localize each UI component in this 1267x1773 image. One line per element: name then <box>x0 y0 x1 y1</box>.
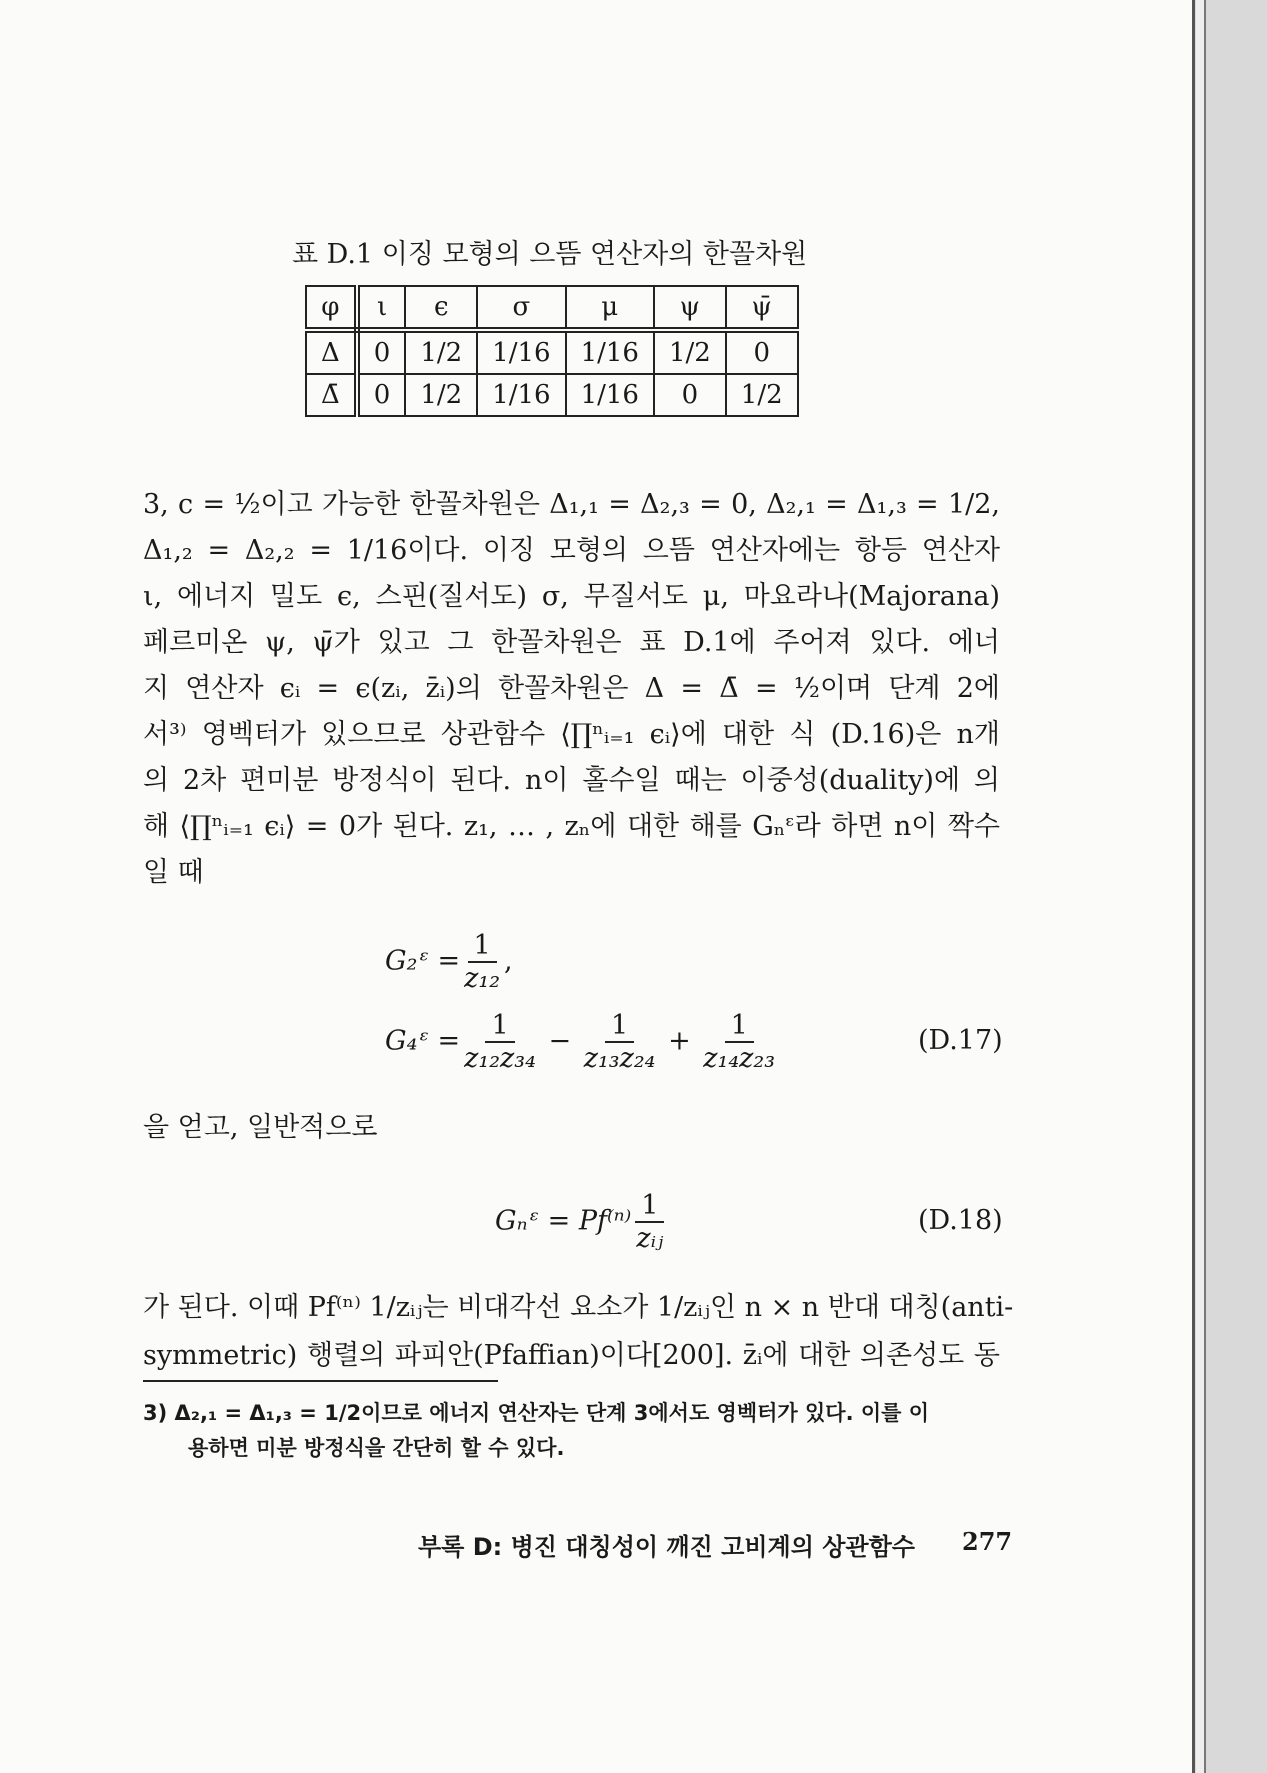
header-cell: ι <box>357 286 406 330</box>
text-line: ι, 에너지 밀도 ϵ, 스핀(질서도) σ, 무질서도 μ, 마요라나(Majorana) <box>143 581 1000 612</box>
text-line: 지 연산자 ϵᵢ = ϵ(zᵢ, z̄ᵢ)의 한꼴차원은 Δ = Δ̄ = ½이며 단계 2에 <box>143 673 1000 704</box>
text-line: 일 때 <box>143 857 204 888</box>
header-cell: σ <box>477 286 565 330</box>
eq-lhs: Gₙᵋ = Pf⁽ⁿ⁾ <box>495 1205 632 1237</box>
cell: 0 <box>357 330 406 374</box>
text-line: 서³⁾ 영벡터가 있으므로 상관함수 ⟨∏ⁿᵢ₌₁ ϵᵢ⟩에 대한 식 (D.16)은 n개 <box>143 719 1000 750</box>
cell: 1/16 <box>566 330 654 374</box>
header-cell: ψ <box>654 286 726 330</box>
text-line: 의 2차 편미분 방정식이 된다. n이 홀수일 때는 이중성(duality)에 의 <box>143 765 1000 796</box>
cell: 1/2 <box>726 374 798 416</box>
equation-label: (D.18) <box>918 1205 1003 1236</box>
text-line: 가 된다. 이때 Pf⁽ⁿ⁾ 1/zᵢⱼ는 비대각선 요소가 1/zᵢⱼ인 n × n 반대 대칭(anti- <box>143 1292 1014 1323</box>
header-cell: φ <box>306 286 357 330</box>
text-line: 해 ⟨∏ⁿᵢ₌₁ ϵᵢ⟩ = 0가 된다. z₁, … , zₙ에 대한 해를 Gₙᵋ라 하면 n이 짝수 <box>143 811 1000 842</box>
text-line: 을 얻고, 일반적으로 <box>143 1112 378 1143</box>
cell: 0 <box>357 374 406 416</box>
text-line: 페르미온 ψ, ψ̄가 있고 그 한꼴차원은 표 D.1에 주어져 있다. 에너 <box>143 627 1000 658</box>
dimension-table <box>305 285 799 417</box>
table-caption: 표 D.1 이징 모형의 으뜸 연산자의 한꼴차원 <box>292 239 808 270</box>
cell: 1/16 <box>477 330 565 374</box>
header-cell: ϵ <box>405 286 477 330</box>
denominator: zᵢⱼ <box>636 1223 664 1254</box>
footnote-line: 3) Δ₂,₁ = Δ₁,₃ = 1/2이므로 에너지 연산자는 단계 3에서도 영벡터가 있다. 이를 이 <box>143 1401 930 1425</box>
eq-lhs: G₄ᵋ = <box>385 1025 461 1057</box>
text-line: 3, c = ½이고 가능한 한꼴차원은 Δ₁,₁ = Δ₂,₃ = 0, Δ₂,₁ = Δ₁,₃ = 1/2, <box>143 489 1000 520</box>
row-label: Δ <box>306 330 357 374</box>
comma: , <box>504 945 513 977</box>
row-label: Δ̄ <box>306 374 357 416</box>
cell: 1/2 <box>654 330 726 374</box>
equation-g2 <box>385 930 513 994</box>
equation-label: (D.17) <box>918 1025 1003 1056</box>
header-cell: μ <box>566 286 654 330</box>
numerator: 1 <box>725 1010 754 1043</box>
page-number: 277 <box>962 1527 1013 1556</box>
text-line: symmetric) 행렬의 파피안(Pfaffian)이다[200]. z̄ᵢ에 대한 의존성도 동 <box>143 1340 1000 1371</box>
equation-d18 <box>495 1190 668 1254</box>
numerator: 1 <box>635 1190 664 1223</box>
header-cell: ψ̄ <box>726 286 798 330</box>
page-edge <box>1196 0 1206 1773</box>
denominator: z₁₄z₂₃ <box>703 1043 776 1074</box>
cell: 0 <box>654 374 726 416</box>
numerator: 1 <box>485 1010 514 1043</box>
running-footer: 부록 D: 병진 대칭성이 깨진 고비계의 상관함수 <box>418 1533 915 1561</box>
cell: 1/2 <box>405 374 477 416</box>
eq-lhs: G₂ᵋ = <box>385 945 461 977</box>
denominator: z₁₂ <box>464 963 501 994</box>
plus: + <box>668 1025 691 1057</box>
denominator: z₁₂z₃₄ <box>464 1043 536 1074</box>
cell: 0 <box>726 330 798 374</box>
denominator: z₁₃z₂₄ <box>583 1043 656 1074</box>
equation-g4 <box>385 1010 779 1074</box>
minus: − <box>548 1025 572 1057</box>
cell: 1/16 <box>566 374 654 416</box>
cell: 1/2 <box>405 330 477 374</box>
numerator: 1 <box>605 1010 634 1043</box>
footnote-rule <box>143 1380 498 1382</box>
footnote-line: 용하면 미분 방정식을 간단히 할 수 있다. <box>188 1436 565 1460</box>
cell: 1/16 <box>477 374 565 416</box>
text-line: Δ₁,₂ = Δ₂,₂ = 1/16이다. 이징 모형의 으뜸 연산자에는 항등 연산자 <box>143 535 1000 566</box>
numerator: 1 <box>468 930 497 963</box>
